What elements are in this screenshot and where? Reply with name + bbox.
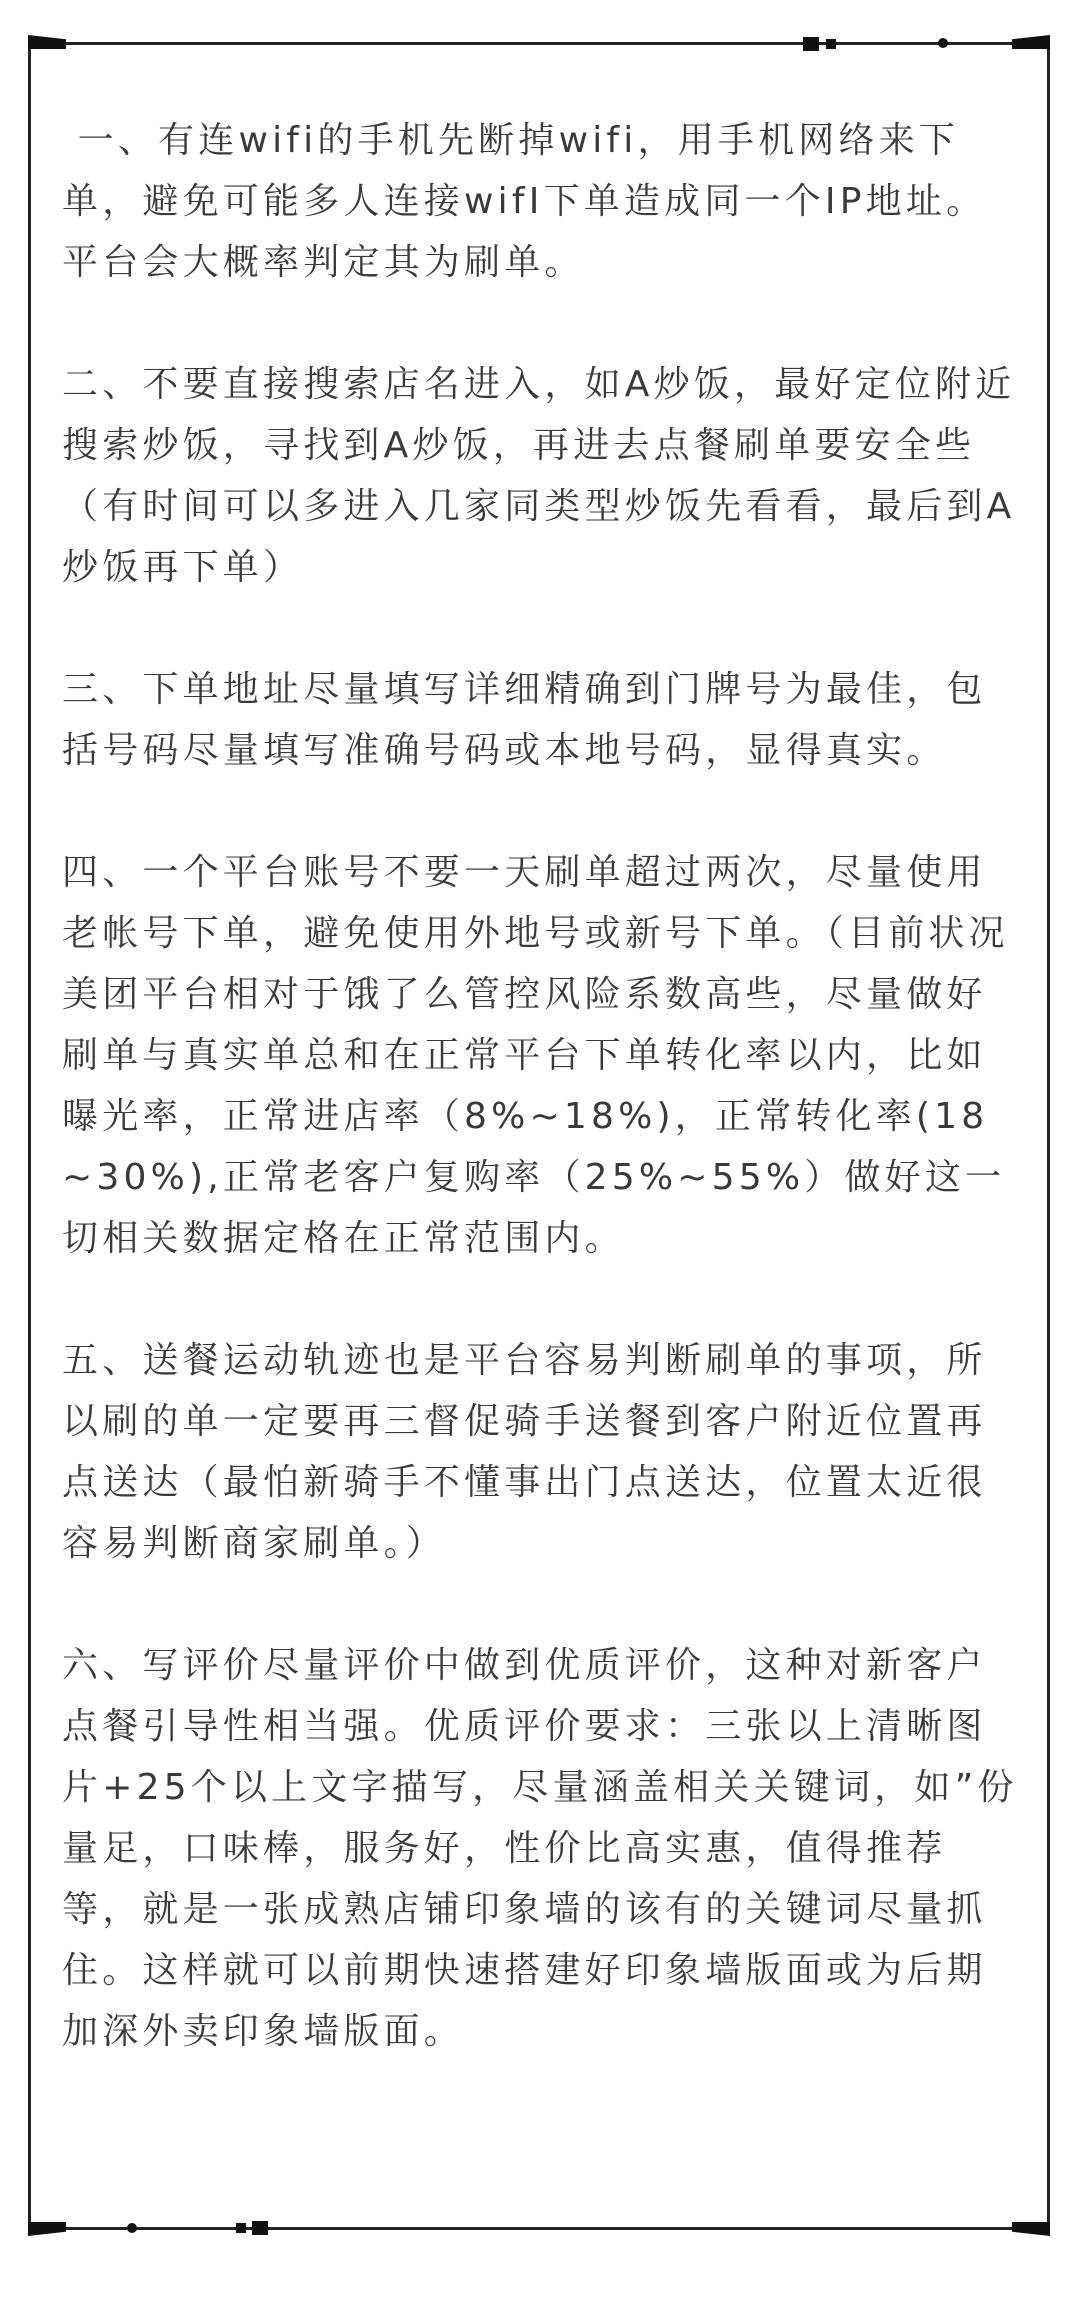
top-border-line xyxy=(28,42,1050,45)
bottom-border-line xyxy=(28,2227,1050,2230)
corner-cap-bottom-right xyxy=(1012,2222,1050,2236)
paragraph-6: 六、写评价尽量评价中做到优质评价，这种对新客户点餐引导性相当强。优质评价要求：三张以上清晰图片+25个以上文字描写，尽量涵盖相关关键词，如”份量足，口味棒，服务好，性价比高实惠，值得推荐等，就是一张成熟店铺印象墙的该有的关键词尽量抓住。这样就可以前期快速搭建好印象墙版面或为后期加深外卖印象墙版面。 xyxy=(62,1645,1018,2052)
decor-dot-top xyxy=(938,38,948,48)
paragraph-1: 一、有连wifi的手机先断掉wifi，用手机网络来下单，避免可能多人连接wifI下单造成同一个IP地址。平台会大概率判定其为刷单。 xyxy=(62,120,987,283)
decor-dot-bottom xyxy=(127,2223,137,2233)
document-body xyxy=(62,110,1020,2123)
paragraph-5: 五、送餐运动轨迹也是平台容易判断刷单的事项，所以刷的单一定要再三督促骑手送餐到客户附近位置再点送达（最怕新骑手不懂事出门点送达，位置太近很容易判断商家刷单。） xyxy=(62,1340,987,1564)
decor-square-top xyxy=(803,37,819,51)
paragraph-4: 四、一个平台账号不要一天刷单超过两次，尽量使用老帐号下单，避免使用外地号或新号下单。（目前状况美团平台相对于饿了么管控风险系数高些，尽量做好刷单与真实单总和在正常平台下单转化率以内，比如曝光率，正常进店率（8%~18%)，正常转化率(18~30%),正常老客户复购率（25%~55%）做好这一切相关数据定格在正常范围内。 xyxy=(62,852,1009,1259)
paragraph-2: 二、不要直接搜索店名进入，如A炒饭，最好定位附近搜索炒饭，寻找到A炒饭，再进去点餐刷单要安全些（有时间可以多进入几家同类型炒饭先看看，最后到A炒饭再下单） xyxy=(62,364,1016,588)
decor-square-top-small xyxy=(826,39,836,49)
paragraph-3: 三、下单地址尽量填写详细精确到门牌号为最佳，包括号码尽量填写准确号码或本地号码，显得真实。 xyxy=(62,669,987,771)
decor-square-bottom-small xyxy=(236,2223,246,2233)
corner-cap-bottom-left xyxy=(28,2222,66,2236)
corner-cap-top-right xyxy=(1012,35,1050,49)
corner-cap-top-left xyxy=(28,35,66,49)
decor-square-bottom xyxy=(252,2221,268,2235)
